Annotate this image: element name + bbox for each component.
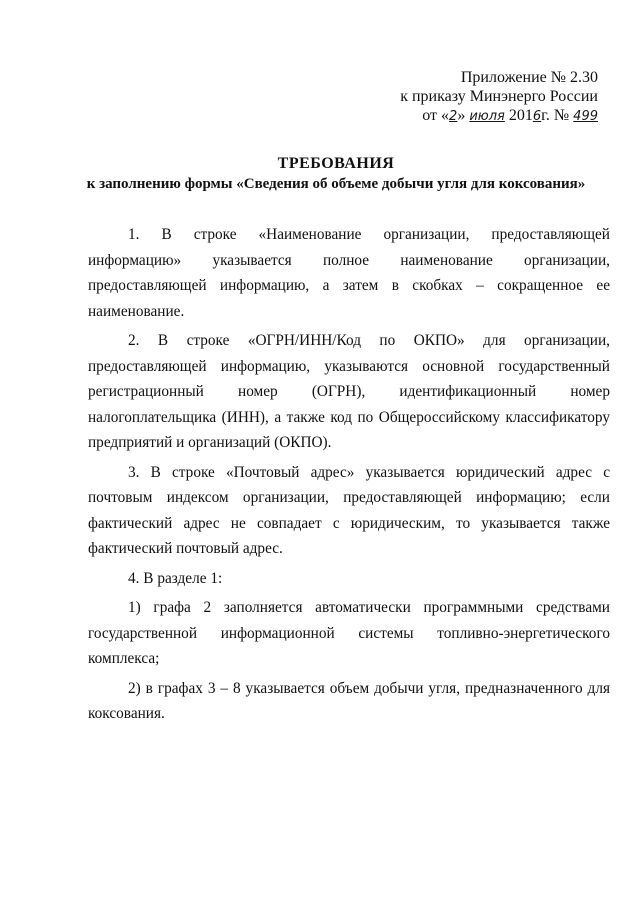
title-subtitle: к заполнению формы «Сведения об объеме добычи угля для коксования» xyxy=(86,176,586,192)
paragraph-3: 3. В строке «Почтовый адрес» указывается юридический адрес с почтовым индексом организации, предоставляющей информацию; если фактический адрес не совпадает с юридическим, то указывается также фактический почтовый адрес. xyxy=(88,463,610,557)
date-open-quote: от « xyxy=(422,107,450,124)
title-main: ТРЕБОВАНИЯ xyxy=(277,155,395,172)
handwritten-year-digit: 6 xyxy=(532,109,542,124)
date-close-quote: » xyxy=(457,107,466,124)
appendix-number: Приложение № 2.30 xyxy=(460,69,598,86)
appendix-header xyxy=(358,68,598,126)
paragraph-1: 1. В строке «Наименование организации, предоставляющей информацию» указывается полное наименование организации, предоставляющей информацию, а затем в скобках – сокращенное ее наименование. xyxy=(88,226,610,320)
handwritten-day: 2 xyxy=(449,109,458,124)
handwritten-order-number: 499 xyxy=(573,109,598,124)
year-suffix-number-sign: г. № xyxy=(541,107,570,124)
year-prefix: 201 xyxy=(508,107,533,124)
handwritten-month: июля xyxy=(469,109,505,124)
document-title xyxy=(40,154,632,194)
paragraph-4-item-1: 1) графа 2 заполняется автоматически программными средствами государственной информационной системы топливно-энергетического комплекса; xyxy=(88,599,610,667)
requirements-body xyxy=(88,222,610,731)
paragraph-2: 2. В строке «ОГРН/ИНН/Код по ОКПО» для организации, предоставляющей информацию, указываются основной государственный регистрационный номер (ОГРН), идентификационный номер налогоплательщика (ИНН), а также код по Общероссийскому классификатору предприятий и организаций (ОКПО). xyxy=(88,332,610,451)
order-reference: к приказу Минэнерго России xyxy=(400,88,598,105)
paragraph-4: 4. В разделе 1: xyxy=(128,569,223,587)
order-date-number xyxy=(358,106,598,126)
paragraph-4-item-2: 2) в графах 3 – 8 указывается объем добычи угля, предназначенного для коксования. xyxy=(88,679,610,722)
